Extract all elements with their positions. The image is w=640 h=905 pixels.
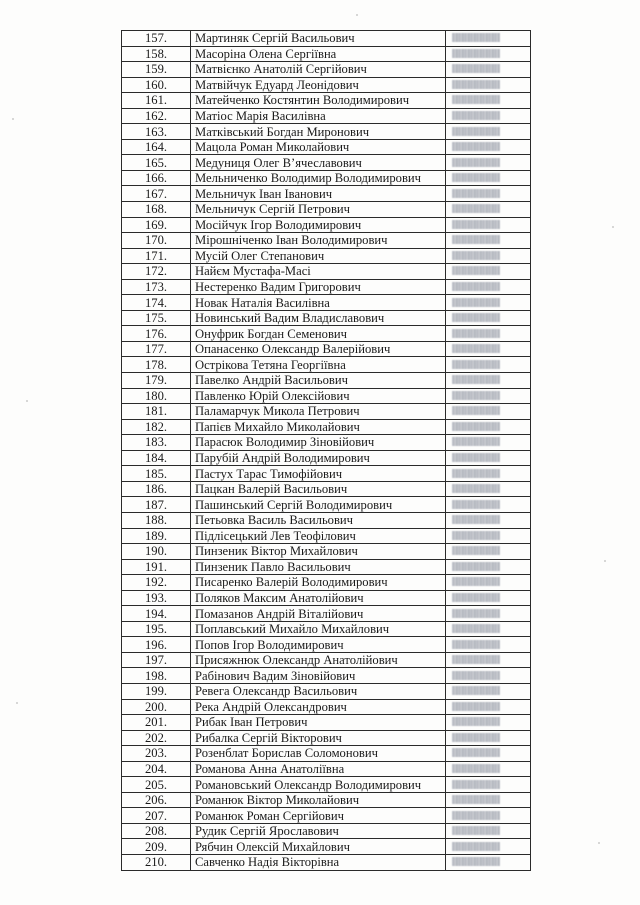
table-row (122, 435, 531, 451)
redacted-id (452, 842, 500, 851)
scan-speck (26, 400, 28, 402)
redacted-id-cell (446, 746, 531, 762)
row-number: 159. (122, 62, 191, 78)
redacted-id (452, 313, 500, 322)
row-number: 197. (122, 652, 191, 668)
redacted-id-cell (446, 388, 531, 404)
row-number: 169. (122, 217, 191, 233)
redacted-id-cell (446, 715, 531, 731)
redacted-id (452, 748, 500, 757)
redacted-id-cell (446, 621, 531, 637)
table-row (122, 310, 531, 326)
redacted-id-cell (446, 124, 531, 140)
row-number: 158. (122, 46, 191, 62)
redacted-id-cell (446, 419, 531, 435)
redacted-id (452, 640, 500, 649)
full-name: Острікова Тетяна Георгіївна (191, 357, 446, 373)
full-name: Пацкан Валерій Васильович (191, 481, 446, 497)
redacted-id-cell (446, 93, 531, 109)
redacted-id-cell (446, 823, 531, 839)
full-name: Павелко Андрій Васильович (191, 373, 446, 389)
table-row (122, 730, 531, 746)
row-number: 210. (122, 854, 191, 870)
row-number: 201. (122, 715, 191, 731)
redacted-id (452, 64, 500, 73)
redacted-id-cell (446, 699, 531, 715)
redacted-id (452, 422, 500, 431)
table-row (122, 419, 531, 435)
redacted-id-cell (446, 683, 531, 699)
redacted-id-cell (446, 808, 531, 824)
redacted-id-cell (446, 248, 531, 264)
table-row (122, 497, 531, 513)
row-number: 179. (122, 373, 191, 389)
table-row (122, 279, 531, 295)
full-name: Паламарчук Микола Петрович (191, 404, 446, 420)
table-row (122, 93, 531, 109)
table-row (122, 606, 531, 622)
table-row (122, 357, 531, 373)
redacted-id (452, 437, 500, 446)
redacted-id-cell (446, 202, 531, 218)
row-number: 178. (122, 357, 191, 373)
redacted-id (452, 298, 500, 307)
table-row (122, 233, 531, 249)
full-name: Пинзеник Павло Васильович (191, 559, 446, 575)
table-row (122, 124, 531, 140)
table-row (122, 295, 531, 311)
redacted-id-cell (446, 310, 531, 326)
full-name: Мірошніченко Іван Володимирович (191, 233, 446, 249)
redacted-id (452, 531, 500, 540)
full-name: Матвієнко Анатолій Сергійович (191, 62, 446, 78)
redacted-id-cell (446, 544, 531, 560)
table-row (122, 715, 531, 731)
table-row (122, 248, 531, 264)
redacted-id (452, 733, 500, 742)
full-name: Романюк Віктор Миколайович (191, 792, 446, 808)
table-row (122, 170, 531, 186)
row-number: 166. (122, 170, 191, 186)
redacted-id (452, 562, 500, 571)
redacted-id (452, 795, 500, 804)
row-number: 187. (122, 497, 191, 513)
table-row (122, 590, 531, 606)
redacted-id (452, 111, 500, 120)
full-name: Масоріна Олена Сергіївна (191, 46, 446, 62)
table-row (122, 559, 531, 575)
table-row (122, 108, 531, 124)
full-name: Папієв Михайло Миколайович (191, 419, 446, 435)
redacted-id (452, 826, 500, 835)
full-name: Мосійчук Ігор Володимирович (191, 217, 446, 233)
redacted-id-cell (446, 450, 531, 466)
full-name: Павленко Юрій Олексійович (191, 388, 446, 404)
redacted-id-cell (446, 108, 531, 124)
full-name: Мацола Роман Миколайович (191, 139, 446, 155)
redacted-id-cell (446, 77, 531, 93)
scan-speck (12, 118, 14, 120)
table-row (122, 761, 531, 777)
row-number: 174. (122, 295, 191, 311)
redacted-id (452, 329, 500, 338)
redacted-id-cell (446, 854, 531, 870)
row-number: 194. (122, 606, 191, 622)
full-name: Новак Наталія Василівна (191, 295, 446, 311)
redacted-id-cell (446, 777, 531, 793)
scan-speck (356, 14, 358, 16)
table-body (122, 31, 531, 871)
redacted-id (452, 811, 500, 820)
redacted-id (452, 251, 500, 260)
full-name: Мельниченко Володимир Володимирович (191, 170, 446, 186)
row-number: 200. (122, 699, 191, 715)
redacted-id (452, 220, 500, 229)
row-number: 188. (122, 512, 191, 528)
row-number: 168. (122, 202, 191, 218)
redacted-id-cell (446, 435, 531, 451)
redacted-id-cell (446, 46, 531, 62)
row-number: 209. (122, 839, 191, 855)
redacted-id (452, 609, 500, 618)
table-row (122, 792, 531, 808)
table-row (122, 621, 531, 637)
table-row (122, 466, 531, 482)
row-number: 185. (122, 466, 191, 482)
table-row (122, 139, 531, 155)
table-row (122, 668, 531, 684)
redacted-id (452, 127, 500, 136)
table-row (122, 62, 531, 78)
full-name: Река Андрій Олександрович (191, 699, 446, 715)
full-name: Нестеренко Вадим Григорович (191, 279, 446, 295)
table-row (122, 450, 531, 466)
redacted-id-cell (446, 186, 531, 202)
scan-speck (598, 842, 600, 844)
row-number: 202. (122, 730, 191, 746)
redacted-id-cell (446, 295, 531, 311)
redacted-id (452, 406, 500, 415)
full-name: Присяжнюк Олександр Анатолійович (191, 652, 446, 668)
redacted-id-cell (446, 170, 531, 186)
redacted-id-cell (446, 590, 531, 606)
redacted-id (452, 282, 500, 291)
full-name: Рибак Іван Петрович (191, 715, 446, 731)
full-name: Пашинський Сергій Володимирович (191, 497, 446, 513)
table-row (122, 528, 531, 544)
redacted-id-cell (446, 481, 531, 497)
table-row (122, 823, 531, 839)
row-number: 181. (122, 404, 191, 420)
table-row (122, 404, 531, 420)
redacted-id-cell (446, 373, 531, 389)
redacted-id-cell (446, 357, 531, 373)
full-name: Романовський Олександр Володимирович (191, 777, 446, 793)
redacted-id (452, 655, 500, 664)
full-name: Рибалка Сергій Вікторович (191, 730, 446, 746)
row-number: 183. (122, 435, 191, 451)
row-number: 172. (122, 264, 191, 280)
table-row (122, 388, 531, 404)
row-number: 207. (122, 808, 191, 824)
redacted-id (452, 235, 500, 244)
redacted-id-cell (446, 31, 531, 47)
table-row (122, 575, 531, 591)
redacted-id (452, 158, 500, 167)
redacted-id (452, 204, 500, 213)
full-name: Мартиняк Сергій Васильович (191, 31, 446, 47)
redacted-id-cell (446, 139, 531, 155)
scan-speck (16, 702, 18, 704)
redacted-id (452, 142, 500, 151)
deputies-table (121, 30, 531, 871)
redacted-id-cell (446, 233, 531, 249)
redacted-id-cell (446, 341, 531, 357)
full-name: Пинзеник Віктор Михайлович (191, 544, 446, 560)
row-number: 161. (122, 93, 191, 109)
redacted-id (452, 686, 500, 695)
row-number: 198. (122, 668, 191, 684)
redacted-id-cell (446, 792, 531, 808)
full-name: Онуфрик Богдан Семенович (191, 326, 446, 342)
row-number: 170. (122, 233, 191, 249)
full-name: Савченко Надія Вікторівна (191, 854, 446, 870)
redacted-id (452, 593, 500, 602)
redacted-id (452, 189, 500, 198)
redacted-id-cell (446, 512, 531, 528)
full-name: Опанасенко Олександр Валерійович (191, 341, 446, 357)
row-number: 192. (122, 575, 191, 591)
scan-speck (612, 226, 614, 228)
row-number: 199. (122, 683, 191, 699)
redacted-id-cell (446, 839, 531, 855)
redacted-id (452, 469, 500, 478)
table-row (122, 808, 531, 824)
full-name: Писаренко Валерій Володимирович (191, 575, 446, 591)
row-number: 205. (122, 777, 191, 793)
redacted-id-cell (446, 279, 531, 295)
full-name: Поляков Максим Анатолійович (191, 590, 446, 606)
full-name: Попов Ігор Володимирович (191, 637, 446, 653)
full-name: Петьовка Василь Васильович (191, 512, 446, 528)
table-row (122, 637, 531, 653)
table-row (122, 373, 531, 389)
redacted-id-cell (446, 761, 531, 777)
row-number: 184. (122, 450, 191, 466)
row-number: 190. (122, 544, 191, 560)
row-number: 206. (122, 792, 191, 808)
table-row (122, 481, 531, 497)
redacted-id (452, 671, 500, 680)
full-name: Медуниця Олег В’ячеславович (191, 155, 446, 171)
full-name: Матвійчук Едуард Леонідович (191, 77, 446, 93)
redacted-id-cell (446, 559, 531, 575)
table-row (122, 839, 531, 855)
table-row (122, 326, 531, 342)
table-row (122, 46, 531, 62)
full-name: Романова Анна Анатоліївна (191, 761, 446, 777)
table-row (122, 77, 531, 93)
redacted-id-cell (446, 155, 531, 171)
redacted-id (452, 857, 500, 866)
table-row (122, 186, 531, 202)
full-name: Ревега Олександр Васильович (191, 683, 446, 699)
row-number: 193. (122, 590, 191, 606)
row-number: 171. (122, 248, 191, 264)
redacted-id (452, 515, 500, 524)
row-number: 182. (122, 419, 191, 435)
redacted-id-cell (446, 668, 531, 684)
table-row (122, 202, 531, 218)
redacted-id (452, 95, 500, 104)
table-row (122, 155, 531, 171)
row-number: 164. (122, 139, 191, 155)
full-name: Мусій Олег Степанович (191, 248, 446, 264)
row-number: 177. (122, 341, 191, 357)
row-number: 204. (122, 761, 191, 777)
full-name: Рабінович Вадим Зіновійович (191, 668, 446, 684)
redacted-id-cell (446, 264, 531, 280)
row-number: 186. (122, 481, 191, 497)
full-name: Рудик Сергій Ярославович (191, 823, 446, 839)
table-row (122, 31, 531, 47)
row-number: 160. (122, 77, 191, 93)
row-number: 165. (122, 155, 191, 171)
full-name: Матейченко Костянтин Володимирович (191, 93, 446, 109)
redacted-id (452, 546, 500, 555)
full-name: Мельничук Сергій Петрович (191, 202, 446, 218)
full-name: Матківський Богдан Миронович (191, 124, 446, 140)
row-number: 191. (122, 559, 191, 575)
row-number: 176. (122, 326, 191, 342)
row-number: 208. (122, 823, 191, 839)
redacted-id-cell (446, 606, 531, 622)
row-number: 157. (122, 31, 191, 47)
scan-speck (604, 560, 606, 562)
redacted-id-cell (446, 575, 531, 591)
redacted-id (452, 780, 500, 789)
redacted-id (452, 624, 500, 633)
table-row (122, 217, 531, 233)
table-row (122, 264, 531, 280)
table-row (122, 512, 531, 528)
redacted-id (452, 577, 500, 586)
table-row (122, 854, 531, 870)
redacted-id (452, 80, 500, 89)
row-number: 173. (122, 279, 191, 295)
redacted-id (452, 484, 500, 493)
redacted-id (452, 266, 500, 275)
table-row (122, 683, 531, 699)
redacted-id-cell (446, 652, 531, 668)
table-row (122, 652, 531, 668)
redacted-id-cell (446, 497, 531, 513)
redacted-id (452, 702, 500, 711)
redacted-id (452, 49, 500, 58)
row-number: 163. (122, 124, 191, 140)
row-number: 175. (122, 310, 191, 326)
table-row (122, 777, 531, 793)
redacted-id (452, 360, 500, 369)
table-row (122, 746, 531, 762)
full-name: Поплавський Михайло Михайлович (191, 621, 446, 637)
redacted-id (452, 173, 500, 182)
redacted-id-cell (446, 62, 531, 78)
redacted-id (452, 717, 500, 726)
full-name: Матіос Марія Василівна (191, 108, 446, 124)
redacted-id-cell (446, 404, 531, 420)
full-name: Підлісецький Лев Теофілович (191, 528, 446, 544)
redacted-id-cell (446, 466, 531, 482)
full-name: Розенблат Борислав Соломонович (191, 746, 446, 762)
redacted-id (452, 391, 500, 400)
full-name: Романюк Роман Сергійович (191, 808, 446, 824)
full-name: Рябчин Олексій Михайлович (191, 839, 446, 855)
full-name: Пастух Тарас Тимофійович (191, 466, 446, 482)
table-row (122, 341, 531, 357)
redacted-id (452, 764, 500, 773)
row-number: 167. (122, 186, 191, 202)
redacted-id-cell (446, 326, 531, 342)
redacted-id-cell (446, 217, 531, 233)
full-name: Парубій Андрій Володимирович (191, 450, 446, 466)
row-number: 180. (122, 388, 191, 404)
full-name: Парасюк Володимир Зіновійович (191, 435, 446, 451)
row-number: 195. (122, 621, 191, 637)
redacted-id-cell (446, 637, 531, 653)
table-row (122, 544, 531, 560)
row-number: 189. (122, 528, 191, 544)
redacted-id (452, 375, 500, 384)
full-name: Помазанов Андрій Віталійович (191, 606, 446, 622)
redacted-id-cell (446, 730, 531, 746)
redacted-id-cell (446, 528, 531, 544)
redacted-id (452, 344, 500, 353)
redacted-id (452, 500, 500, 509)
table-row (122, 699, 531, 715)
row-number: 162. (122, 108, 191, 124)
full-name: Найєм Мустафа-Масі (191, 264, 446, 280)
full-name: Мельничук Іван Іванович (191, 186, 446, 202)
row-number: 203. (122, 746, 191, 762)
redacted-id (452, 453, 500, 462)
redacted-id (452, 33, 500, 42)
row-number: 196. (122, 637, 191, 653)
full-name: Новинський Вадим Владиславович (191, 310, 446, 326)
